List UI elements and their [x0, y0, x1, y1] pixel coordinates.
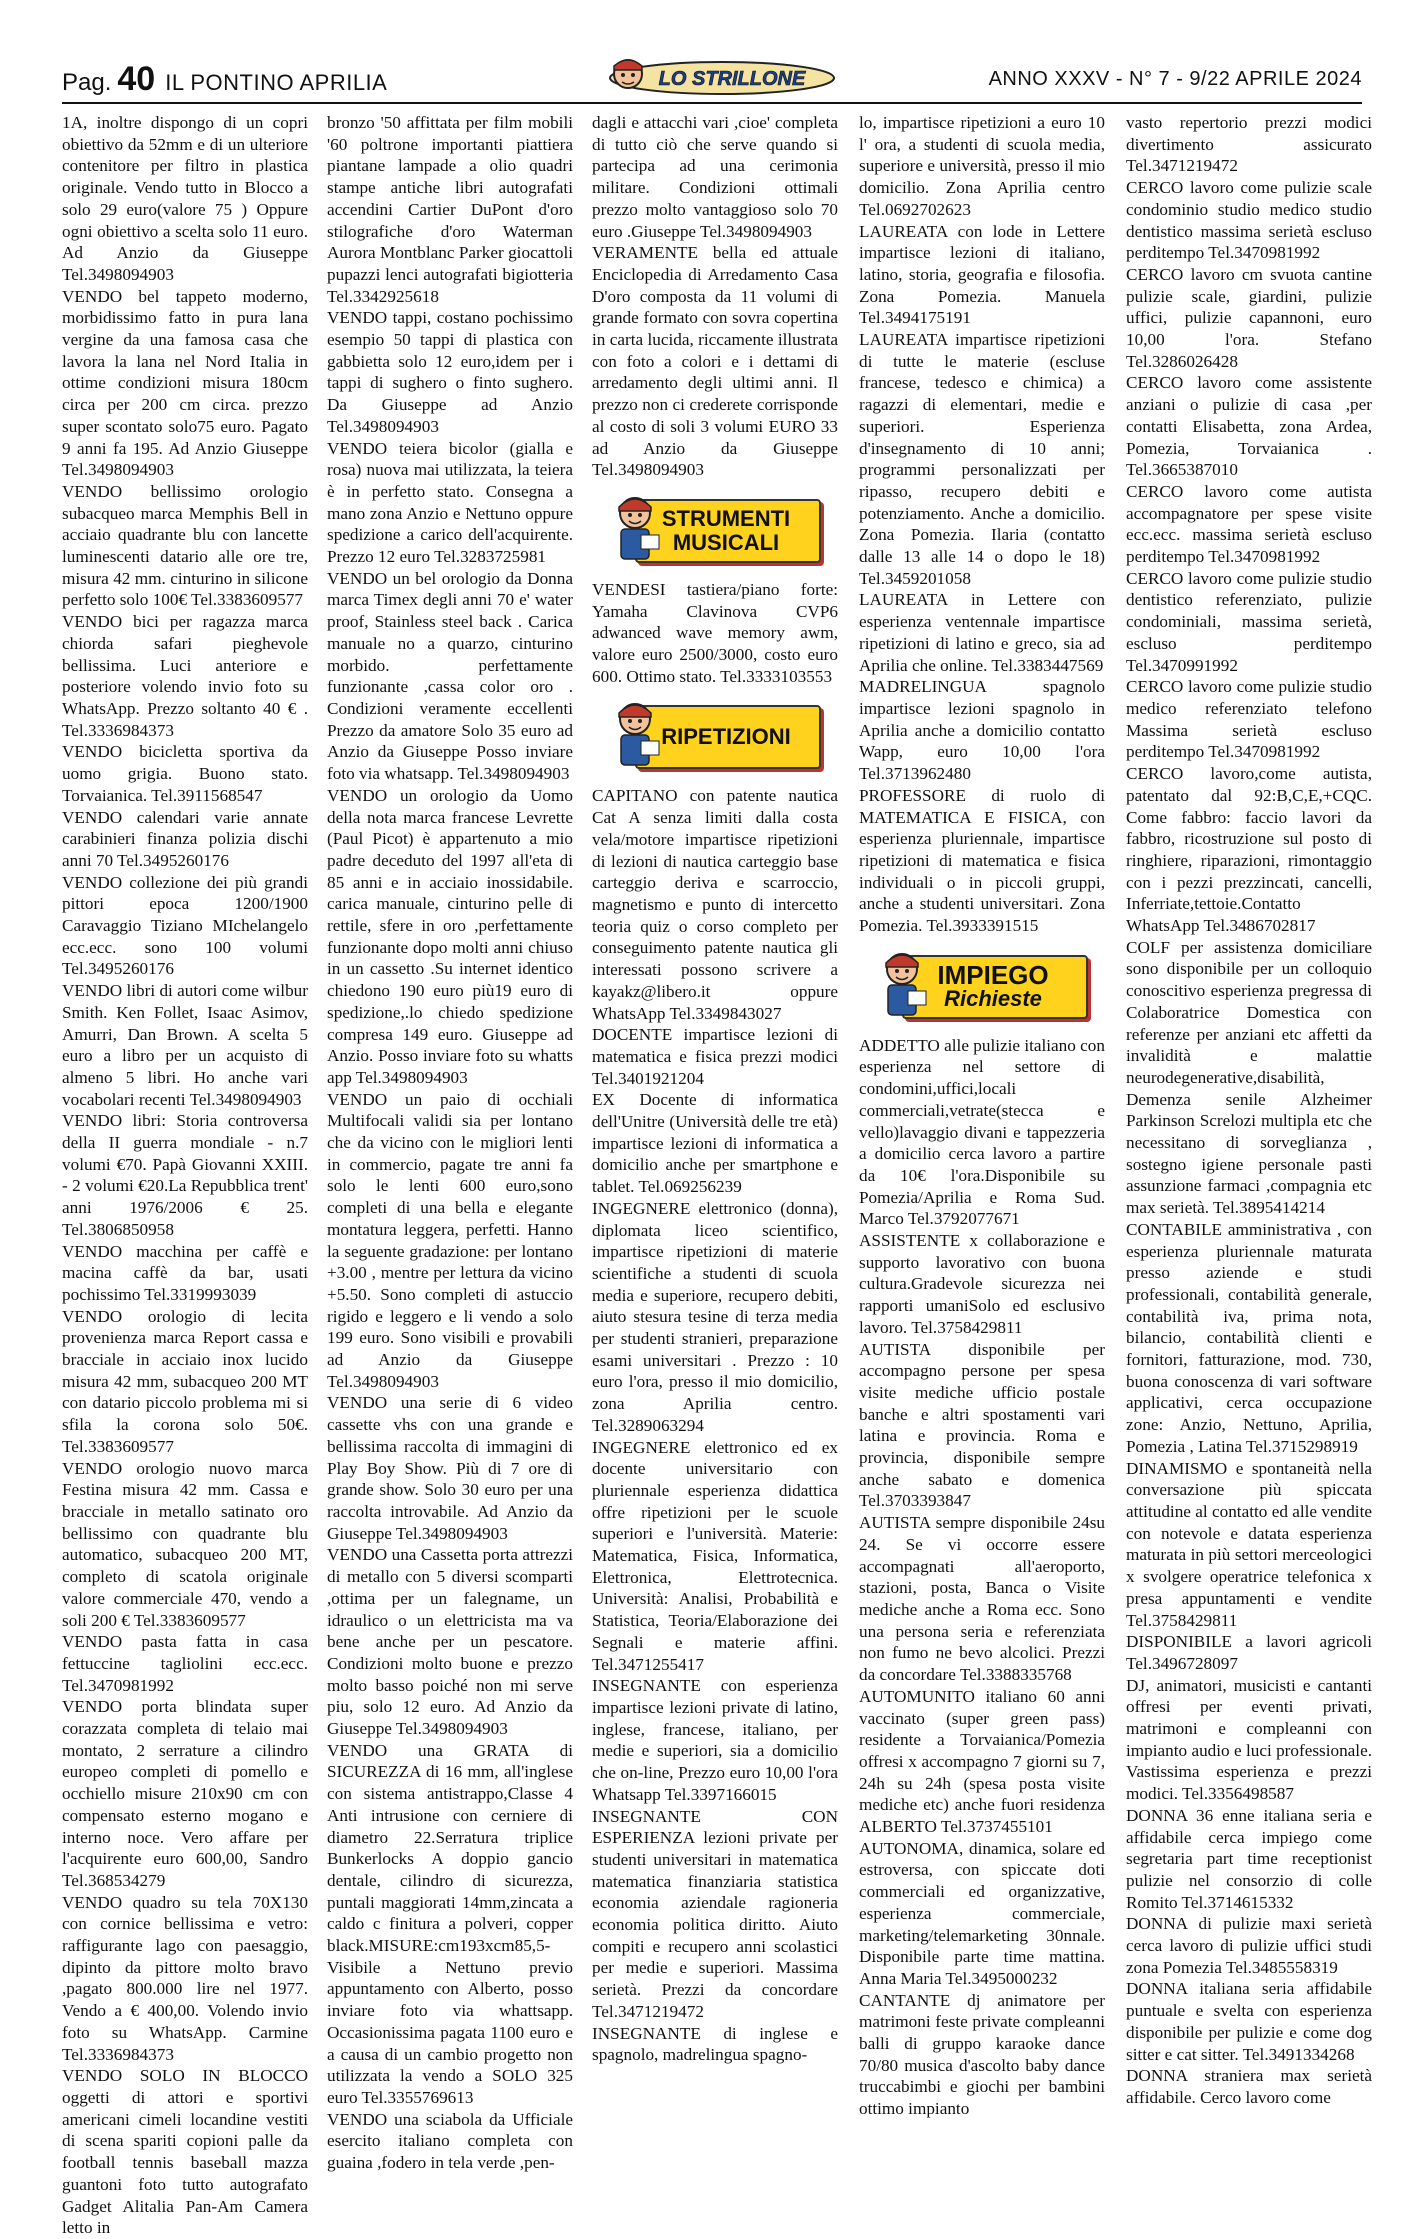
classified-ad: bronzo '50 affittata per film mobili '60 poltrone importanti piattiera piantane lampade a olio quadri stampe antiche libri autografati accendini Cartier DuPont d'oro stilografiche d'oro Waterman Aurora Montblanc Parker giocattoli pupazzi lenci autografati bigiotteria Tel.3342925618 — [327, 113, 573, 306]
section-banner-impiego — [872, 947, 1092, 1023]
classified-ad: VENDO bel tappeto moderno, morbidissimo fatto in pura lana vergine da una famosa casa che lavora la lana nel Nord Italia in ottime condizioni misura 180cm circa per 200 cm circa. prezzo super scontato solo75 euro. Pagato 9 anni fa 195. Ad Anzio Giuseppe Tel.3498094903 — [62, 286, 308, 480]
page-number: 40 — [117, 60, 156, 98]
classified-ad: DONNA italiana seria affidabile puntuale e svelta con esperienza disponibile per pulizie e come dog sitter e cat sitter. Tel.3491334268 — [1126, 1979, 1372, 2064]
classified-ad: VENDO un orologio da Uomo della nota marca francese Levrette (Paul Picot) è appartenuto a mio padre deceduto del 1997 all'eta di 85 anni e in acciaio inossidabile. carica manuale, cinturino pelle di rettile, sfere in oro ,perfettamente funzionante dopo molti anni chiuso in un cassetto .Su internet identico chiedono 190 euro più19 euro di spedizione,.lo chiedo spedizione compresa 149 euro. Giuseppe ad Anzio. Posso inviare foto su whatts app Tel.3498094903 — [327, 785, 573, 1087]
header-left — [62, 60, 387, 99]
classified-ad: INSEGNANTE con esperienza impartisce lezioni private di latino, inglese, francese, italiano, per medie e superiori, sia a domicilio che on-line, Prezzo euro 10,00 l'ora Whatsapp Tel.3397166015 — [592, 1676, 838, 1804]
banner-line: STRUMENTI — [661, 505, 791, 531]
classified-ad: VENDO bellissimo orologio subacqueo marca Memphis Bell in acciaio quadrante blu con lancette luminescenti datario alle ore tre, misura 42 mm. cinturino in silicone perfetto solo 100€ Tel.3383609577 — [62, 481, 308, 610]
classified-ad: AUTISTA sempre disponibile 24su 24. Se vi occorre essere accompagnati all'aeroporto, stazioni, posta, Banca o Visite mediche anche a Roma ecc. Sono una persona seria e referenziata non fumo ne bevo alcolici. Prezzi da concordare Tel.3388335768 — [859, 1513, 1105, 1685]
classified-ad: LAUREATA impartisce ripetizioni di tutte le materie (escluse francese, tedesco e chimica) a ragazzi di elementari, medie e superiori. Esperienza d'insegnamento di 10 anni; programmi personalizzati per ripasso, recupero debiti e potenziamento. Anche a domicilio. Zona Pomezia. Ilaria (contatto dalle 13 alle 14 o dopo le 18) Tel.3459201058 — [859, 330, 1105, 588]
classified-ad: VENDESI tastiera/piano forte: Yamaha Clavinova CVP6 adwanced wave memory awm, valore euro 2500/3000, costo euro 600. Ottimo stato. Tel.3333103553 — [592, 579, 838, 686]
classified-ad: DONNA straniera max serietà affidabile. Cerco lavoro come — [1126, 2066, 1372, 2107]
banner-title — [641, 507, 811, 555]
classified-ad: VENDO una sciabola da Ufficiale esercito italiano completa con guaina ,fodero in tela verde ,pen- — [327, 2109, 573, 2173]
page-header — [62, 58, 1362, 98]
classified-ad: INGEGNERE elettronico (donna), diplomata liceo scientifico, impartisce ripetizioni di materie scientifiche a studenti di scuola media e superiore, recupero debiti, aiuto stesura tesine di terza media per studenti stranieri, preparazione esami universitari . Prezzo : 10 euro l'ora, presso il mio domicilio, zona Aprilia centro. Tel.3289063294 — [592, 1198, 838, 1435]
classified-ad: dagli e attacchi vari ,cioe' completa di tutto ciò che serve quando si partecipa ad una cerimonia militare. Condizioni ottimali prezzo molto vantaggioso solo 70 euro .Giuseppe Tel.3498094903 — [592, 113, 838, 241]
classified-ad: LAUREATA con lode in Lettere impartisce lezioni di italiano, latino, storia, geografia e filosofia. Zona Pomezia. Manuela Tel.3494175191 — [859, 221, 1105, 328]
classified-ad: EX Docente di informatica dell'Unitre (Università delle tre età) impartisce lezioni di informatica a domicilio anche per smartphone e tablet. Tel.069256239 — [592, 1090, 838, 1197]
classified-ad: DOCENTE impartisce lezioni di matematica e fisica prezzi modici Tel.3401921204 — [592, 1025, 838, 1088]
banner-line: IMPIEGO — [937, 959, 1049, 990]
banner-line: MUSICALI — [672, 529, 780, 555]
masthead-logo-text: LO STRILLONE — [658, 68, 806, 90]
classified-ad: VENDO tappi, costano pochissimo esempio 50 tappi di plastica con gabbietta solo 12 euro,idem per i tappi di sughero o finto sughero. Da Giuseppe ad Anzio Tel.3498094903 — [327, 308, 573, 436]
column-5 — [1126, 112, 1372, 2107]
publication-title: IL PONTINO APRILIA — [165, 70, 388, 95]
classified-ad: VENDO una GRATA di SICUREZZA di 16 mm, all'inglese con sistema antistrappo,Classe 4 Anti intrusione con cerniere di diametro 22.Serratura triplice Bunkerlocks A doppio gancio dentale, cilindro di sicurezza, puntali maggiorati 14mm,zincata a caldo c finitura a polveri, copper black.MISURE:cm193xcm85,5- Visibile a Nettuno previo appuntamento con Alberto, posso inviare foto via whattsapp. Occasionissima pagata 1100 euro e a causa di un cambio progetto non utilizzata la vendo a SOLO 325 euro Tel.3355769613 — [327, 1740, 573, 2107]
masthead-logo — [602, 54, 842, 98]
classified-ad: CONTABILE amministrativa , con esperienza pluriennale maturata presso aziende e studi professionali, contabilità generale, contabilità iva, prima nota, bilancio, contabilità clienti e fornitori, fatturazione, mod. 730, buona conoscenza di vari software applicativi, cerca occupazione zone: Anzio, Nettuno, Aprilia, Pomezia , Latina Tel.3715298919 — [1126, 1219, 1372, 1456]
classified-ad: VENDO calendari varie annate carabinieri finanza polizia dischi anni 70 Tel.3495260176 — [62, 807, 308, 870]
section-banner-ripetizioni — [605, 697, 825, 773]
classified-ad: VERAMENTE bella ed attuale Enciclopedia di Arredamento Casa D'oro composta da 11 volumi di grande formato con sovra copertina in carta lucida, riccamente illustrata con foto a colori e i dettami di arredamento degli ultimi anni. Il prezzo non ci crederete corrisponde al costo di soli 3 volumi EURO 33 ad Anzio da Giuseppe Tel.3498094903 — [592, 243, 838, 480]
classified-ad: DJ, animatori, musicisti e cantanti offresi per eventi privati, matrimoni e compleanni con impianto audio e luci professionale. Vastissima esperienza e prezzi modici. Tel.3356498587 — [1126, 1675, 1372, 1804]
column-4 — [859, 112, 1105, 2119]
classified-ad: CERCO lavoro come pulizie studio dentistico referenziato, pulizie condominiali, massima serietà, escluso perditempo Tel.3470991992 — [1126, 568, 1372, 675]
page-label: Pag. — [62, 69, 112, 96]
banner-line: Richieste — [944, 985, 1042, 1011]
classified-ad: CERCO lavoro come autista accompagnatore per spese visite ecc.ecc. massima serietà escluso perditempo Tel.3470981992 — [1126, 481, 1372, 567]
classified-ad: VENDO quadro su tela 70X130 con cornice bellissima e vetro: raffigurante lago con paesaggio, dipinto da pittore molto bravo ,pagato 800.000 lire nel 1977. Vendo a € 400,00. Volendo invio foto su WhatsApp. Carmine Tel.3336984373 — [62, 1892, 308, 2064]
classified-ad: VENDO libri: Storia controversa della II guerra mondiale - n.7 volumi €70. Papà Giovanni XXIII. - 2 volumi €20.La Repubblica trent' anni 1976/2006 € 25. Tel.3806850958 — [62, 1111, 308, 1239]
classified-ad: INSEGNANTE CON ESPERIENZA lezioni private per studenti universitari in matematica matematica finanziaria statistica economia aziendale ragioneria economia politica diritto. Aiuto compiti e recupero anni scolastici per medie e superiori. Massima serietà. Prezzi da concordare Tel.3471219472 — [592, 1806, 838, 2021]
classified-ad: DONNA 36 enne italiana seria e affidabile cerca impiego come segretaria part time receptionist pulizie nel consorzio di colle Romito Tel.3714615332 — [1126, 1805, 1372, 1912]
banner-title — [908, 959, 1078, 1011]
classified-ad: AUTISTA disponibile per accompagno persone per spesa visite mediche ufficio postale banche e altri spostamenti vari latina e provincia. Roma e provincia, disponibile sempre anche sabato e domenica Tel.3703393847 — [859, 1339, 1105, 1511]
classified-ad: CERCO lavoro,come autista, patentato dal 92:B,C,E,+CQC. Come fabbro: faccio lavori da fabbro, ricostruzione sul posto di ringhiere, riparazioni, rimontaggio con i pezzi prezzincati, cancelli, Inferriate,tettoie.Contatto WhatsApp Tel.3486702817 — [1126, 764, 1372, 936]
banner-line: RIPETIZIONI — [661, 724, 791, 750]
classified-ad: vasto repertorio prezzi modici divertimento assicurato Tel.3471219472 — [1126, 113, 1372, 176]
classified-ad: VENDO una Cassetta porta attrezzi di metallo con 5 diversi scomparti ,ottima per un falegname, un idraulico o un elettricista ma va bene anche per un pescatore. Condizioni molto buone e prezzo molto basso poiché non mi serve piu, solo 12 euro. Ad Anzio da Giuseppe Tel.3498094903 — [327, 1545, 573, 1739]
classified-ad: VENDO bici per ragazza marca chiorda safari pieghevole bellissima. Luci anteriore e posteriore volendo invio foto su WhatsApp. Prezzo soltanto 40 € . Tel.3336984373 — [62, 612, 308, 740]
column-1 — [62, 112, 308, 2238]
classified-ad: CERCO lavoro cm svuota cantine pulizie scale, giardini, pulizie uffici, pulizie capannoni, euro 10,00 l'ora. Stefano Tel.3286026428 — [1126, 264, 1372, 371]
classified-ad: VENDO un paio di occhiali Multifocali validi sia per lontano che da vicino con le migliori lenti in commercio, pagate tre anni fa solo le lenti 600 euro,sono completi di una bella e elegante montatura leggera, perfetti. Hanno la seguente gradazione: per lontano +3.00 , mentre per lettura da vicino +5.50. Sono completi di astuccio rigido e leggero e li vendo a solo 199 euro. Sono visibili e provabili ad Anzio da Giuseppe Tel.3498094903 — [327, 1089, 573, 1391]
classified-ad: VENDO SOLO IN BLOCCO oggetti di attori e sportivi americani cimeli locandine vestiti di scena spariti copioni palle da football tennis baseball mazza guantoni foto tutto autografato Gadget Alitalia Pan-Am Camera letto in — [62, 2066, 308, 2238]
classified-ad: lo, impartisce ripetizioni a euro 10 l' ora, a studenti di scuola media, superiore e università, presso il mio domicilio. Zona Aprilia centro Tel.0692702623 — [859, 113, 1105, 219]
classified-ad: CERCO lavoro come assistente anziani o pulizie di casa ,per contatti Elisabetta, zona Ardea, Pomezia, Torvaianica . Tel.3665387010 — [1126, 373, 1372, 480]
classified-ad: VENDO porta blindata super corazzata completa di telaio mai montato, 2 serrature a cilindro europeo completi di pomello e occhiello misure 210x90 cm con compensato esterno mogano e interno noce. Vero affare per l'acquirente euro 600,00, Sandro Tel.368534279 — [62, 1697, 308, 1890]
classified-ad: PROFESSORE di ruolo di MATEMATICA E FISICA, con esperienza pluriennale, impartisce ripetizioni di matematica e fisica individuali o in piccoli gruppi, anche a studenti universitari. Zona Pomezia. Tel.3933391515 — [859, 785, 1105, 936]
classified-ad: VENDO teiera bicolor (gialla e rosa) nuova mai utilizzata, la teiera è in perfetto stato. Consegna a mano zona Anzio e Nettuno oppure spedizione a carico dell'acquirente. Prezzo 12 euro Tel.3283725981 — [327, 438, 573, 567]
classified-ad: 1A, inoltre dispongo di un copri obiettivo da 52mm e di un ulteriore contenitore per filtro in plastica originale. Vendo tutto in Blocco a solo 29 euro(valore 75 ) Oppure ogni obiettivo a scelta solo 11 euro. Ad Anzio da Giuseppe Tel.3498094903 — [62, 113, 308, 284]
classified-ad: VENDO orologio di lecita provenienza marca Report cassa e bracciale in acciaio inox lucido misura 42 mm, subacqueo 200 MT con datario piccolo problema mi si sfila la corona solo 50€. Tel.3383609577 — [62, 1306, 308, 1456]
column-2 — [327, 112, 573, 2173]
banner-title — [641, 725, 811, 749]
issue-info: ANNO XXXV - N° 7 - 9/22 APRILE 2024 — [988, 68, 1362, 90]
classified-ad: CAPITANO con patente nautica Cat A senza limiti dalla costa vela/motore impartisce ripetizioni di lezioni di nautica carteggio base carteggio deriva e scarroccio, magnetismo e punto di intercetto teoria quiz o corso completo per conseguimento patente nautica gli interessati possono scrivere a kayakz@libero.it oppure WhatsApp Tel.3349843027 — [592, 786, 838, 1023]
classified-ad: DISPONIBILE a lavori agricoli Tel.3496728097 — [1126, 1632, 1372, 1673]
classified-ad: LAUREATA in Lettere con esperienza ventennale impartisce ripetizioni di latino e greco, sia ad Aprilia che online. Tel.3383447569 — [859, 590, 1105, 675]
classified-ad: VENDO collezione dei più grandi pittori epoca 1200/1900 Caravaggio Tiziano MIchelangelo ecc.ecc. sono 100 volumi Tel.3495260176 — [62, 872, 308, 979]
classified-ad: VENDO libri di autori come wilbur Smith. Ken Follet, Isaac Asimov, Amurri, Dan Brown. A scelta 5 euro a libro per un acquisto di almeno 5 libri. Ho anche vari vocabolari recenti Tel.3498094903 — [62, 981, 308, 1109]
classified-ad: AUTOMUNITO italiano 60 anni vaccinato (super green pass) residente a Torvaianica/Pomezia offresi x accompagno 7 giorni su 7, 24h su 24h (spesa posta visite mediche etc) anche fuori residenza ALBERTO Tel.3737455101 — [859, 1686, 1105, 1837]
classified-ad: VENDO bicicletta sportiva da uomo grigia. Buono stato. Torvaianica. Tel.3911568547 — [62, 742, 308, 805]
masthead-logo-graphic — [602, 54, 842, 98]
classified-ad: DONNA di pulizie maxi serietà cerca lavoro di pulizie uffici studi zona Pomezia Tel.3485558319 — [1126, 1914, 1372, 1977]
classified-ad: ASSISTENTE x collaborazione e supporto lavorativo con buona cultura.Gradevole sicurezza nei rapporti umaniSolo ed esclusivo lavoro. Tel.3758429811 — [859, 1231, 1105, 1337]
classified-ad: MADRELINGUA spagnolo impartisce lezioni spagnolo in Aprilia anche a domicilio contatto Wapp, euro 10,00 l'ora Tel.3713962480 — [859, 677, 1105, 784]
classified-ad: INGEGNERE elettronico ed ex docente universitario con pluriennale esperienza didattica offre ripetizioni per le scuole superiori e l'università. Materie: Matematica, Fisica, Informatica, Elettronica, Elettrotecnica. Università: Analisi, Probabilità e Statistica, Teoria/Elaborazione dei Segnali e materie affini. Tel.3471255417 — [592, 1437, 838, 1674]
classified-ad: CANTANTE dj animatore per matrimoni feste private compleanni balli di gruppo karaoke dance 70/80 musica d'ascolto baby dance truccabimbi e giochi per bambini ottimo impianto — [859, 1990, 1105, 2119]
classified-ad: INSEGNANTE di inglese e spagnolo, madrelingua spagno- — [592, 2023, 838, 2065]
classified-ad: ADDETTO alle pulizie italiano con esperienza nel settore di condomini,uffici,locali commerciali,vetrate(stecca e vello)lavaggio divani e tappezzeria a domicilio cerca lavoro a partire da 10€ l'ora.Disponibile su Pomezia/Aprilia e Roma Sud. Marco Tel.3792077671 — [859, 1035, 1105, 1229]
classified-ad: VENDO una serie di 6 video cassette vhs con una grande e bellissima raccolta di immagini di Play Boy Show. Più di 7 ore di grande show. Solo 30 euro per una raccolta introvabile. Ad Anzio da Giuseppe Tel.3498094903 — [327, 1393, 573, 1543]
classified-ad: VENDO orologio nuovo marca Festina misura 42 mm. Cassa e bracciale in metallo satinato oro bellissimo con quadrante blu automatico, subacqueo 200 MT, completo di scatola originale valore commerciale 470, vendo a soli 200 € Tel.3383609577 — [62, 1458, 308, 1630]
classified-ad: VENDO un bel orologio da Donna marca Timex degli anni 70 e' water proof, Stainless steel back . Carica manuale no a quarzo, cinturino morbido. perfettamente funzionante ,cassa color oro . Condizioni veramente eccellenti Prezzo da amatore Solo 35 euro ad Anzio da Giuseppe Posso inviare foto via whatsapp. Tel.3498094903 — [327, 568, 573, 784]
classified-ad: DINAMISMO e spontaneità nella conversazione più spiccata attitudine al contatto ed alle vendite con notevole e datata esperienza maturata in più settori merceologici x svolgere operatrice telefonica x presa appuntamenti e vendite Tel.3758429811 — [1126, 1458, 1372, 1630]
classified-ad: CERCO lavoro come pulizie scale condominio studio medico studio dentistico massima serietà escluso perditempo Tel.3470981992 — [1126, 178, 1372, 263]
classified-ad: CERCO lavoro come pulizie studio medico referenziato telefono Massima serietà escluso perditempo Tel.3470981992 — [1126, 677, 1372, 762]
section-banner-strumenti — [605, 491, 825, 567]
classified-ad: VENDO macchina per caffè e macina caffè da bar, usati pochissimo Tel.3319993039 — [62, 1241, 308, 1304]
header-rule — [62, 102, 1362, 104]
classified-ad: VENDO pasta fatta in casa fettuccine tagliolini ecc.ecc. Tel.3470981992 — [62, 1632, 308, 1695]
classified-ad: AUTONOMA, dinamica, solare ed estroversa, con spiccate doti commerciali ed organizzative, esperienza commerciale, marketing/telemarketing 30nnale. Disponibile parte time mattina. Anna Maria Tel.3495000232 — [859, 1838, 1105, 1988]
classified-ad: COLF per assistenza domiciliare sono disponibile per un colloquio conoscitivo esperienza pregressa di Colaboratrice Domestica con referenze per anziani etc affetti da invalidità e malattie neurodegenerative,disabilità, Demenza senile Alzheimer Parkinson Screlozi multipla etc che necessitano di sorveglianza , sostegno igiene personale pasti assunzione farmaci ,compagnia etc max serietà. Tel.3895414214 — [1126, 937, 1372, 1218]
column-3 — [592, 112, 838, 2065]
